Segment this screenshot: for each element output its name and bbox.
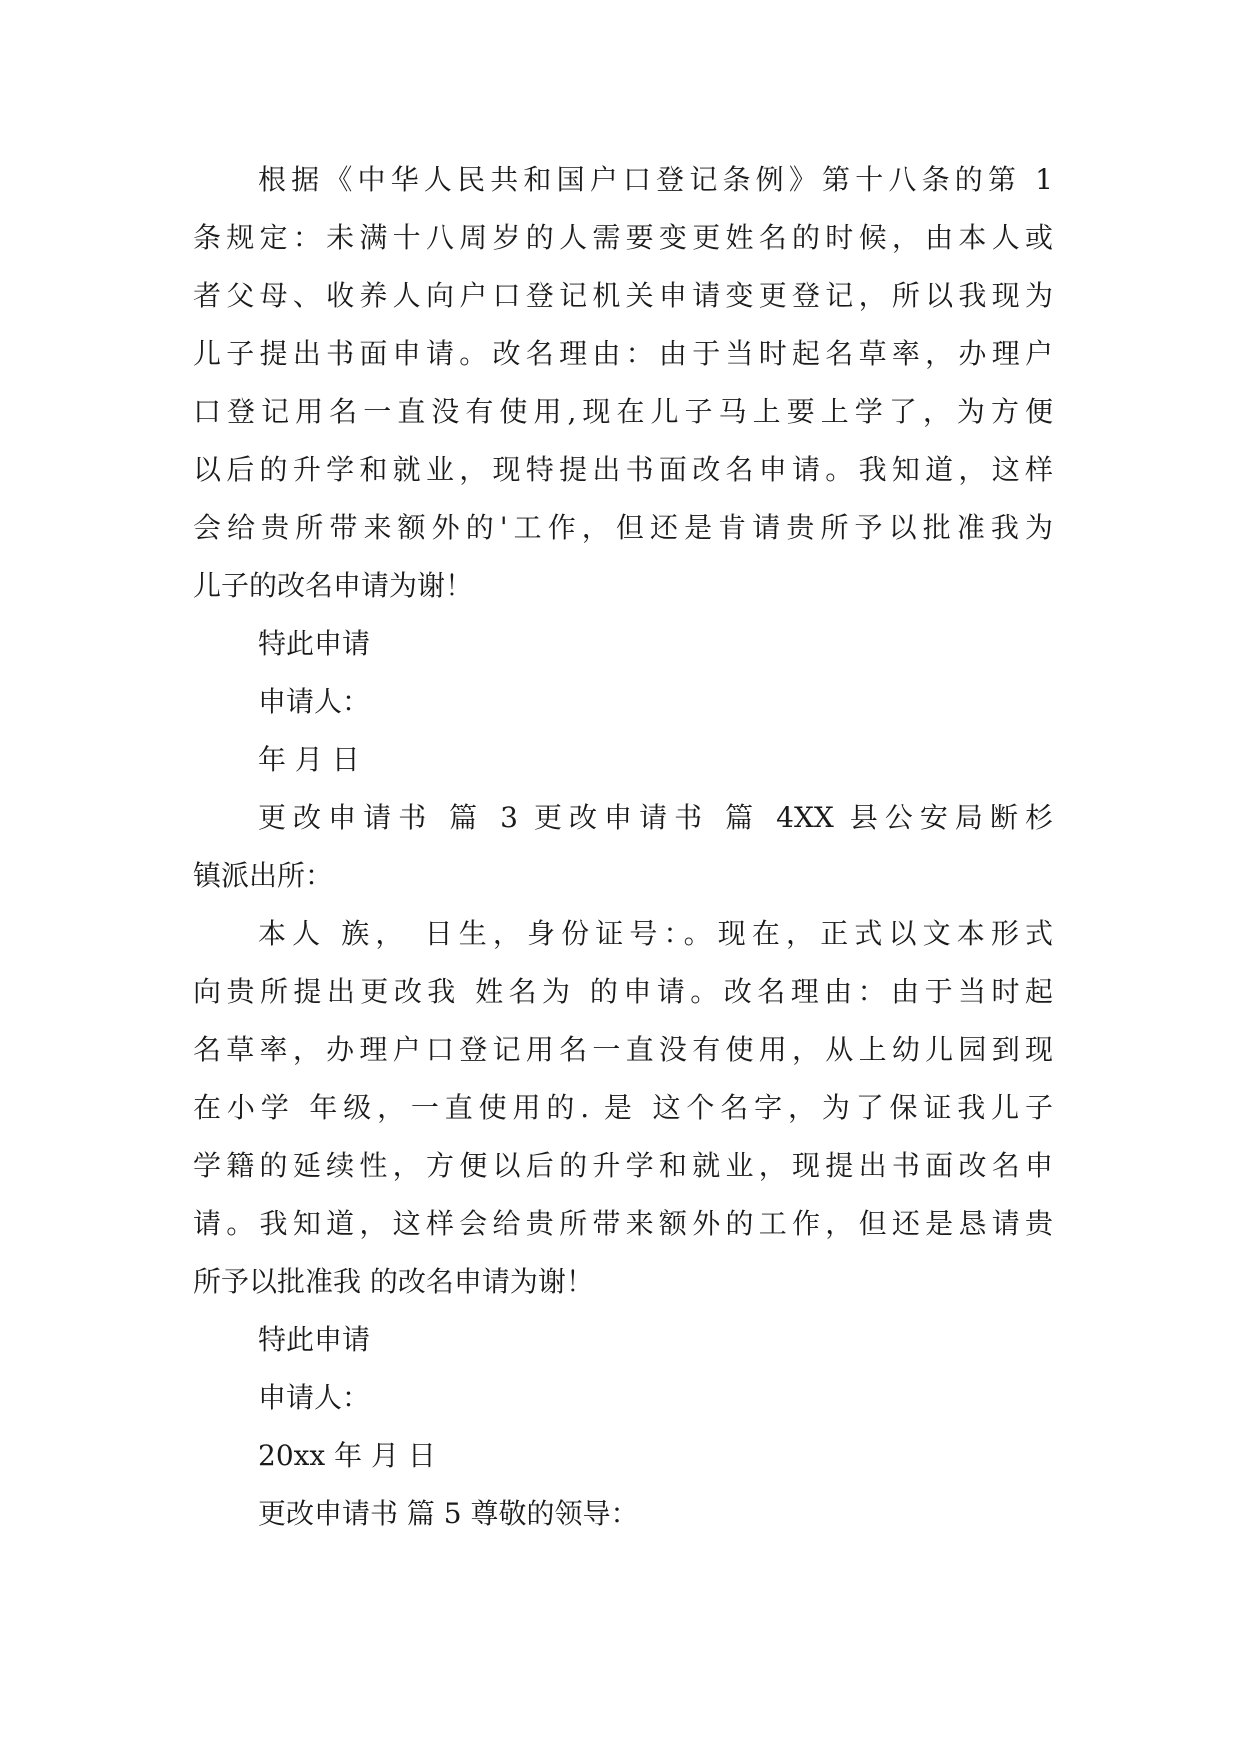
paragraph-line: 儿子提出书面申请。改名理由：由于当时起名草率，办理户 (193, 337, 1053, 370)
paragraph-line: 本人 族， 日生，身份证号：。现在，正式以文本形式 (258, 917, 1053, 950)
paragraph-line: 会给贵所带来额外的'工作，但还是肯请贵所予以批准我为 (193, 511, 1053, 544)
applicant-label: 申请人： (258, 1381, 371, 1414)
paragraph-line: 请。我知道，这样会给贵所带来额外的工作，但还是恳请贵 (193, 1207, 1053, 1240)
applicant-label: 申请人： (258, 685, 371, 718)
paragraph-line: 条规定：未满十八周岁的人需要变更姓名的时候，由本人或 (193, 221, 1053, 254)
closing-text: 特此申请 (258, 1323, 371, 1356)
section-heading: 更改申请书 篇 5 尊敬的领导： (258, 1497, 639, 1530)
date-line: 20xx 年 月 日 (258, 1439, 436, 1472)
section-heading: 更改申请书 篇 3 更改申请书 篇 4XX 县公安局断杉 (258, 801, 1053, 834)
paragraph-line: 以后的升学和就业，现特提出书面改名申请。我知道，这样 (193, 453, 1053, 486)
paragraph-line: 口登记用名一直没有使用,现在儿子马上要上学了，为方便 (193, 395, 1053, 428)
closing-text: 特此申请 (258, 627, 371, 660)
paragraph-line: 镇派出所： (193, 859, 334, 892)
paragraph-line: 在小学 年级，一直使用的. 是 这个名字，为了保证我儿子 (193, 1091, 1053, 1124)
paragraph-line: 名草率，办理户口登记用名一直没有使用，从上幼儿园到现 (193, 1033, 1053, 1066)
paragraph-line: 所予以批准我 的改名申请为谢！ (193, 1265, 594, 1298)
paragraph-line: 根据《中华人民共和国户口登记条例》第十八条的第 1 (258, 163, 1053, 196)
paragraph-line: 学籍的延续性，方便以后的升学和就业，现提出书面改名申 (193, 1149, 1053, 1182)
paragraph-line: 向贵所提出更改我 姓名为 的申请。改名理由：由于当时起 (193, 975, 1053, 1008)
paragraph-line: 者父母、收养人向户口登记机关申请变更登记，所以我现为 (193, 279, 1053, 312)
date-line: 年 月 日 (258, 743, 360, 776)
paragraph-line: 儿子的改名申请为谢！ (193, 569, 474, 602)
